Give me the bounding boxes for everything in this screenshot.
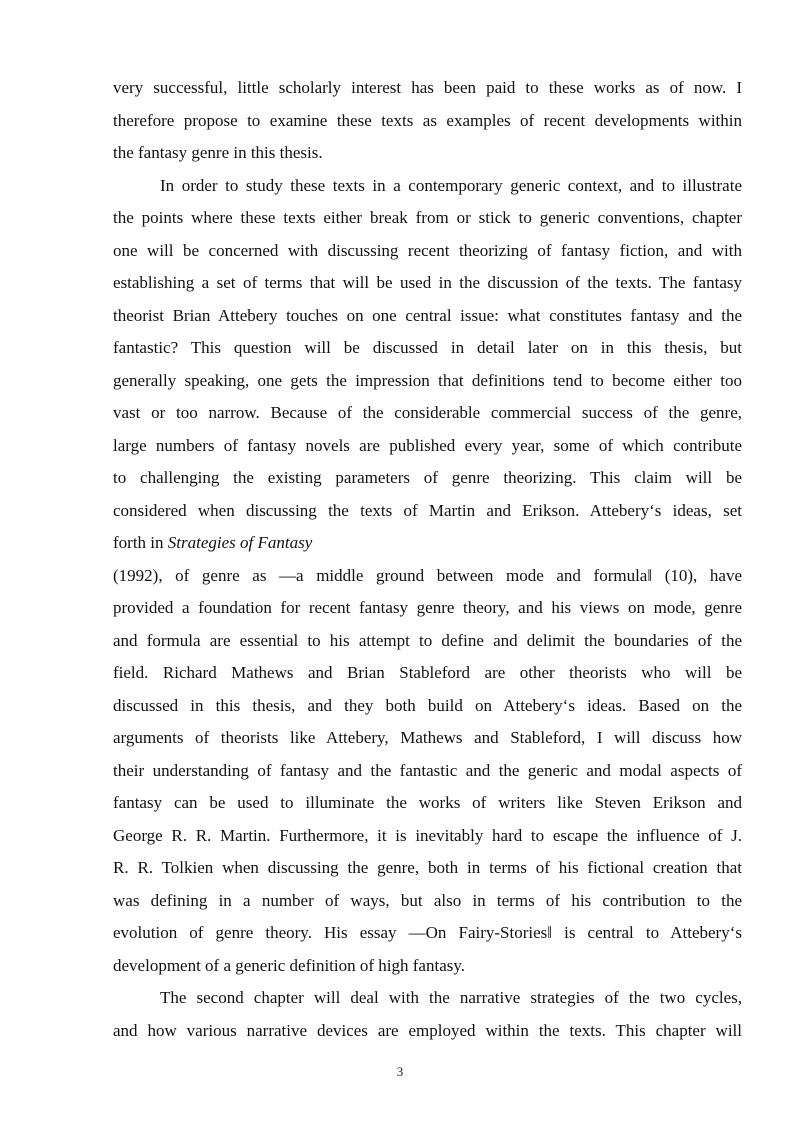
page-number: 3 <box>396 1064 404 1079</box>
text-line: their understanding of fantasy and the fantastic and the generic and modal aspects of <box>113 760 742 780</box>
text-line: and how various narrative devices are employed within the texts. This chapter will <box>113 1020 742 1040</box>
text-line: field. Richard Mathews and Brian Stableford are other theorists who will be <box>113 663 742 682</box>
paragraph-2 <box>113 170 742 983</box>
book-title: Strategies of Fantasy <box>167 533 313 552</box>
text-line: In order to study these texts in a contemporary generic context, and to illustrate <box>160 175 742 195</box>
text-line: arguments of theorists like Attebery, Mathews and Stableford, I will discuss how <box>113 728 742 747</box>
body-text <box>113 72 742 1047</box>
text-line: fantasy can be used to illuminate the works of writers like Steven Erikson and <box>113 793 742 812</box>
text-line: vast or too narrow. Because of the considerable commercial success of the genre, <box>113 403 742 422</box>
paragraph-1 <box>113 72 742 170</box>
text-line: and formula are essential to his attempt to define and delimit the boundaries of the <box>113 630 742 650</box>
text-line: discussed in this thesis, and they both build on Attebery‘s ideas. Based on the <box>113 695 742 715</box>
paragraph-3 <box>113 982 742 1047</box>
text-line: was defining in a number of ways, but also in terms of his contribution to the <box>113 890 742 910</box>
text-line: theorist Brian Attebery touches on one central issue: what constitutes fantasy and the <box>113 305 742 325</box>
text-line: considered when discussing the texts of Martin and Erikson. Attebery‘s ideas, set <box>113 500 742 520</box>
text-line: the points where these texts either break from or stick to generic conventions, chapter <box>113 208 742 227</box>
text-line: provided a foundation for recent fantasy genre theory, and his views on mode, genre <box>113 598 742 617</box>
text-line: fantastic? This question will be discussed in detail later on in this thesis, but <box>113 338 742 357</box>
text-run: forth in <box>113 533 168 552</box>
text-line: The second chapter will deal with the narrative strategies of the two cycles, <box>160 988 742 1007</box>
text-line: therefore propose to examine these texts as examples of recent developments within <box>113 110 742 130</box>
text-line: one will be concerned with discussing recent theorizing of fantasy fiction, and with <box>113 240 742 260</box>
text-line: generally speaking, one gets the impression that definitions tend to become either too <box>113 370 742 390</box>
text-line: establishing a set of terms that will be used in the discussion of the texts. The fantasy <box>113 273 742 292</box>
text-line: large numbers of fantasy novels are published every year, some of which contribute <box>113 435 742 455</box>
text-line: George R. R. Martin. Furthermore, it is inevitably hard to escape the influence of J. <box>113 825 742 845</box>
text-line: (1992), of genre as ―a middle ground between mode and formula‖ (10), have <box>113 565 742 585</box>
text-line: evolution of genre theory. His essay ―On Fairy-Stories‖ is central to Attebery‘s <box>113 923 742 942</box>
text-line <box>113 527 742 560</box>
text-line: very successful, little scholarly interest has been paid to these works as of now. I <box>113 78 742 97</box>
text-line: R. R. Tolkien when discussing the genre, both in terms of his fictional creation that <box>113 858 742 877</box>
text-line: development of a generic definition of high fantasy. <box>113 955 466 975</box>
text-line: the fantasy genre in this thesis. <box>113 143 323 162</box>
text-line: to challenging the existing parameters of genre theorizing. This claim will be <box>113 468 742 487</box>
